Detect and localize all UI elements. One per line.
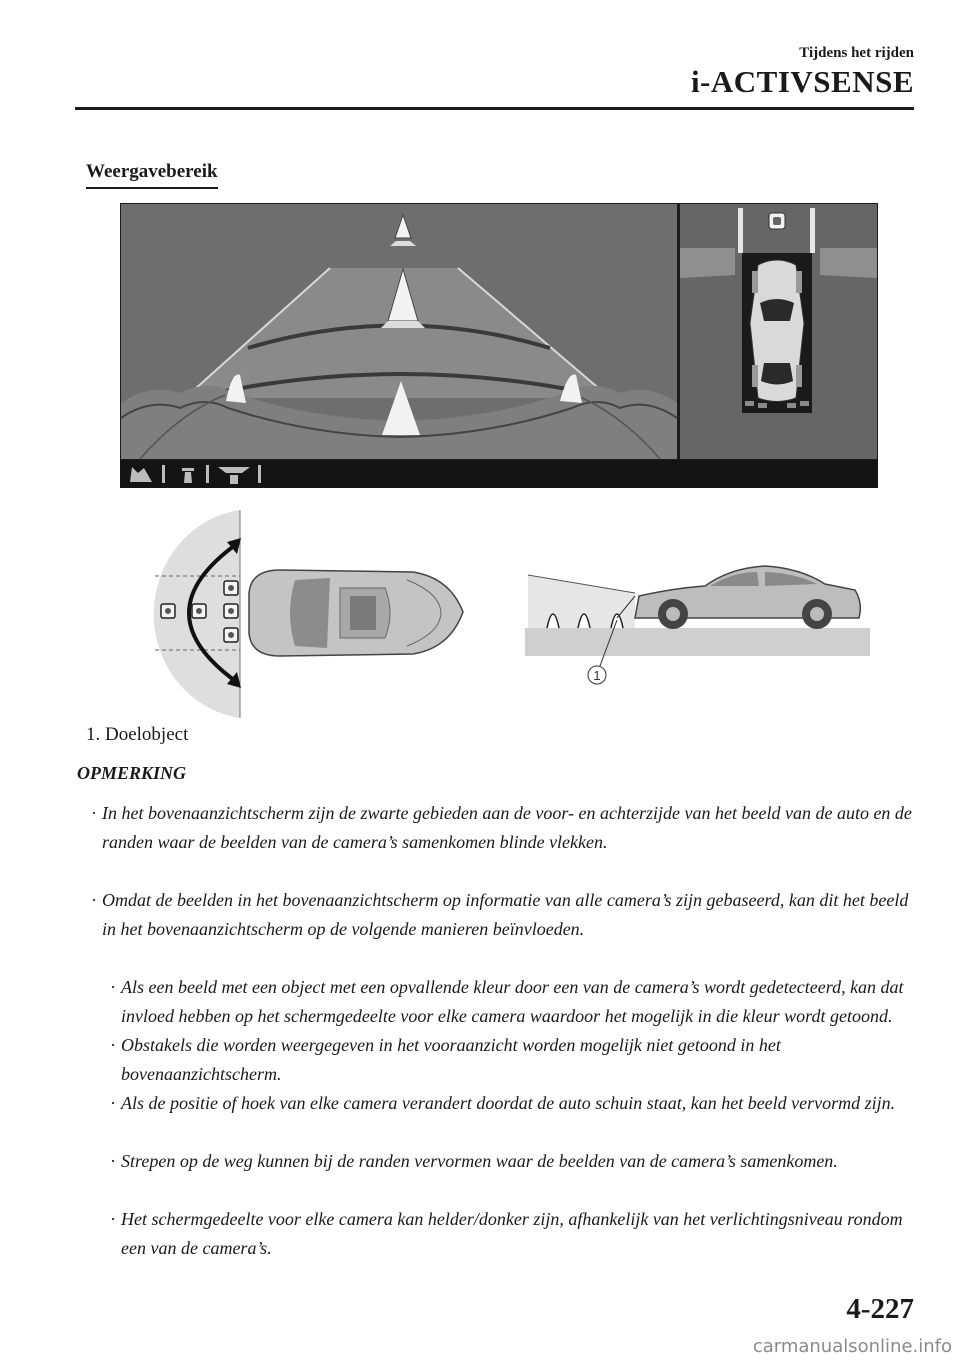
note-subitem-text: Als een beeld met een object met een opvallende kleur door een van de camera’s wordt gedetecteerd, kan dat invloed hebben op het schermgedeelte voor elke camera waardoor het mogelijk in die kleur wordt getoond. [121, 977, 904, 1026]
running-header-subtitle: Tijdens het rijden [799, 45, 914, 61]
note-subitem [110, 1089, 921, 1118]
side-view-illustration [525, 548, 870, 690]
top-view-range-illustration [145, 508, 475, 718]
page-number: 4-227 [846, 1293, 914, 1325]
callout-number: 1 [593, 668, 601, 683]
note-subitem [110, 1147, 921, 1176]
note-subitem-text: Het schermgedeelte voor elke camera kan helder/donker zijn, afhankelijk van het verlichtingsniveau rondom een van de camera’s. [121, 1209, 903, 1258]
running-header-title: i-ACTIVSENSE [690, 64, 914, 99]
note-subitem-text: Obstakels die worden weergegeven in het vooraanzicht worden mogelijk niet getoond in het bovenaanzichtscherm. [121, 1035, 781, 1084]
note-heading: OPMERKING [77, 763, 187, 783]
section-title: Weergavebereik [86, 161, 218, 189]
bullet: · [110, 977, 116, 997]
header-rule [75, 107, 914, 110]
note-subitem [110, 973, 921, 1031]
note-subitem [110, 1205, 921, 1263]
note-subitem [110, 1031, 921, 1089]
top-view-car [249, 570, 463, 656]
note-item [91, 799, 912, 857]
note-item-text: In het bovenaanzichtscherm zijn de zwarte gebieden aan de voor- en achterzijde van het beeld van de auto en de randen waar de beelden van de camera’s samenkomen blinde vlekken. [102, 803, 912, 852]
bullet: · [110, 1035, 116, 1055]
bullet: · [91, 803, 97, 823]
watermark[interactable]: carmanualsonline.info [752, 1336, 952, 1357]
note-item-text: Omdat de beelden in het bovenaanzichtscherm op informatie van alle camera’s zijn gebaseerd, kan dit het beeld in het bovenaanzichtscherm op de volgende manieren beïnvloeden. [102, 890, 909, 939]
side-view-car [635, 566, 860, 629]
bullet: · [110, 1151, 116, 1171]
bullet: · [110, 1209, 116, 1229]
note-item [91, 886, 912, 944]
note-subitem-text: Als de positie of hoek van elke camera verandert doordat de auto schuin staat, kan het beeld vervormd zijn. [121, 1093, 896, 1113]
bullet: · [110, 1093, 116, 1113]
note-subitem-text: Strepen op de weg kunnen bij de randen vervormen waar de beelden van de camera’s samenkomen. [121, 1151, 838, 1171]
monitor-screen-illustration [120, 203, 878, 488]
figure-caption: 1. Doelobject [86, 724, 189, 745]
bullet: · [91, 890, 97, 910]
